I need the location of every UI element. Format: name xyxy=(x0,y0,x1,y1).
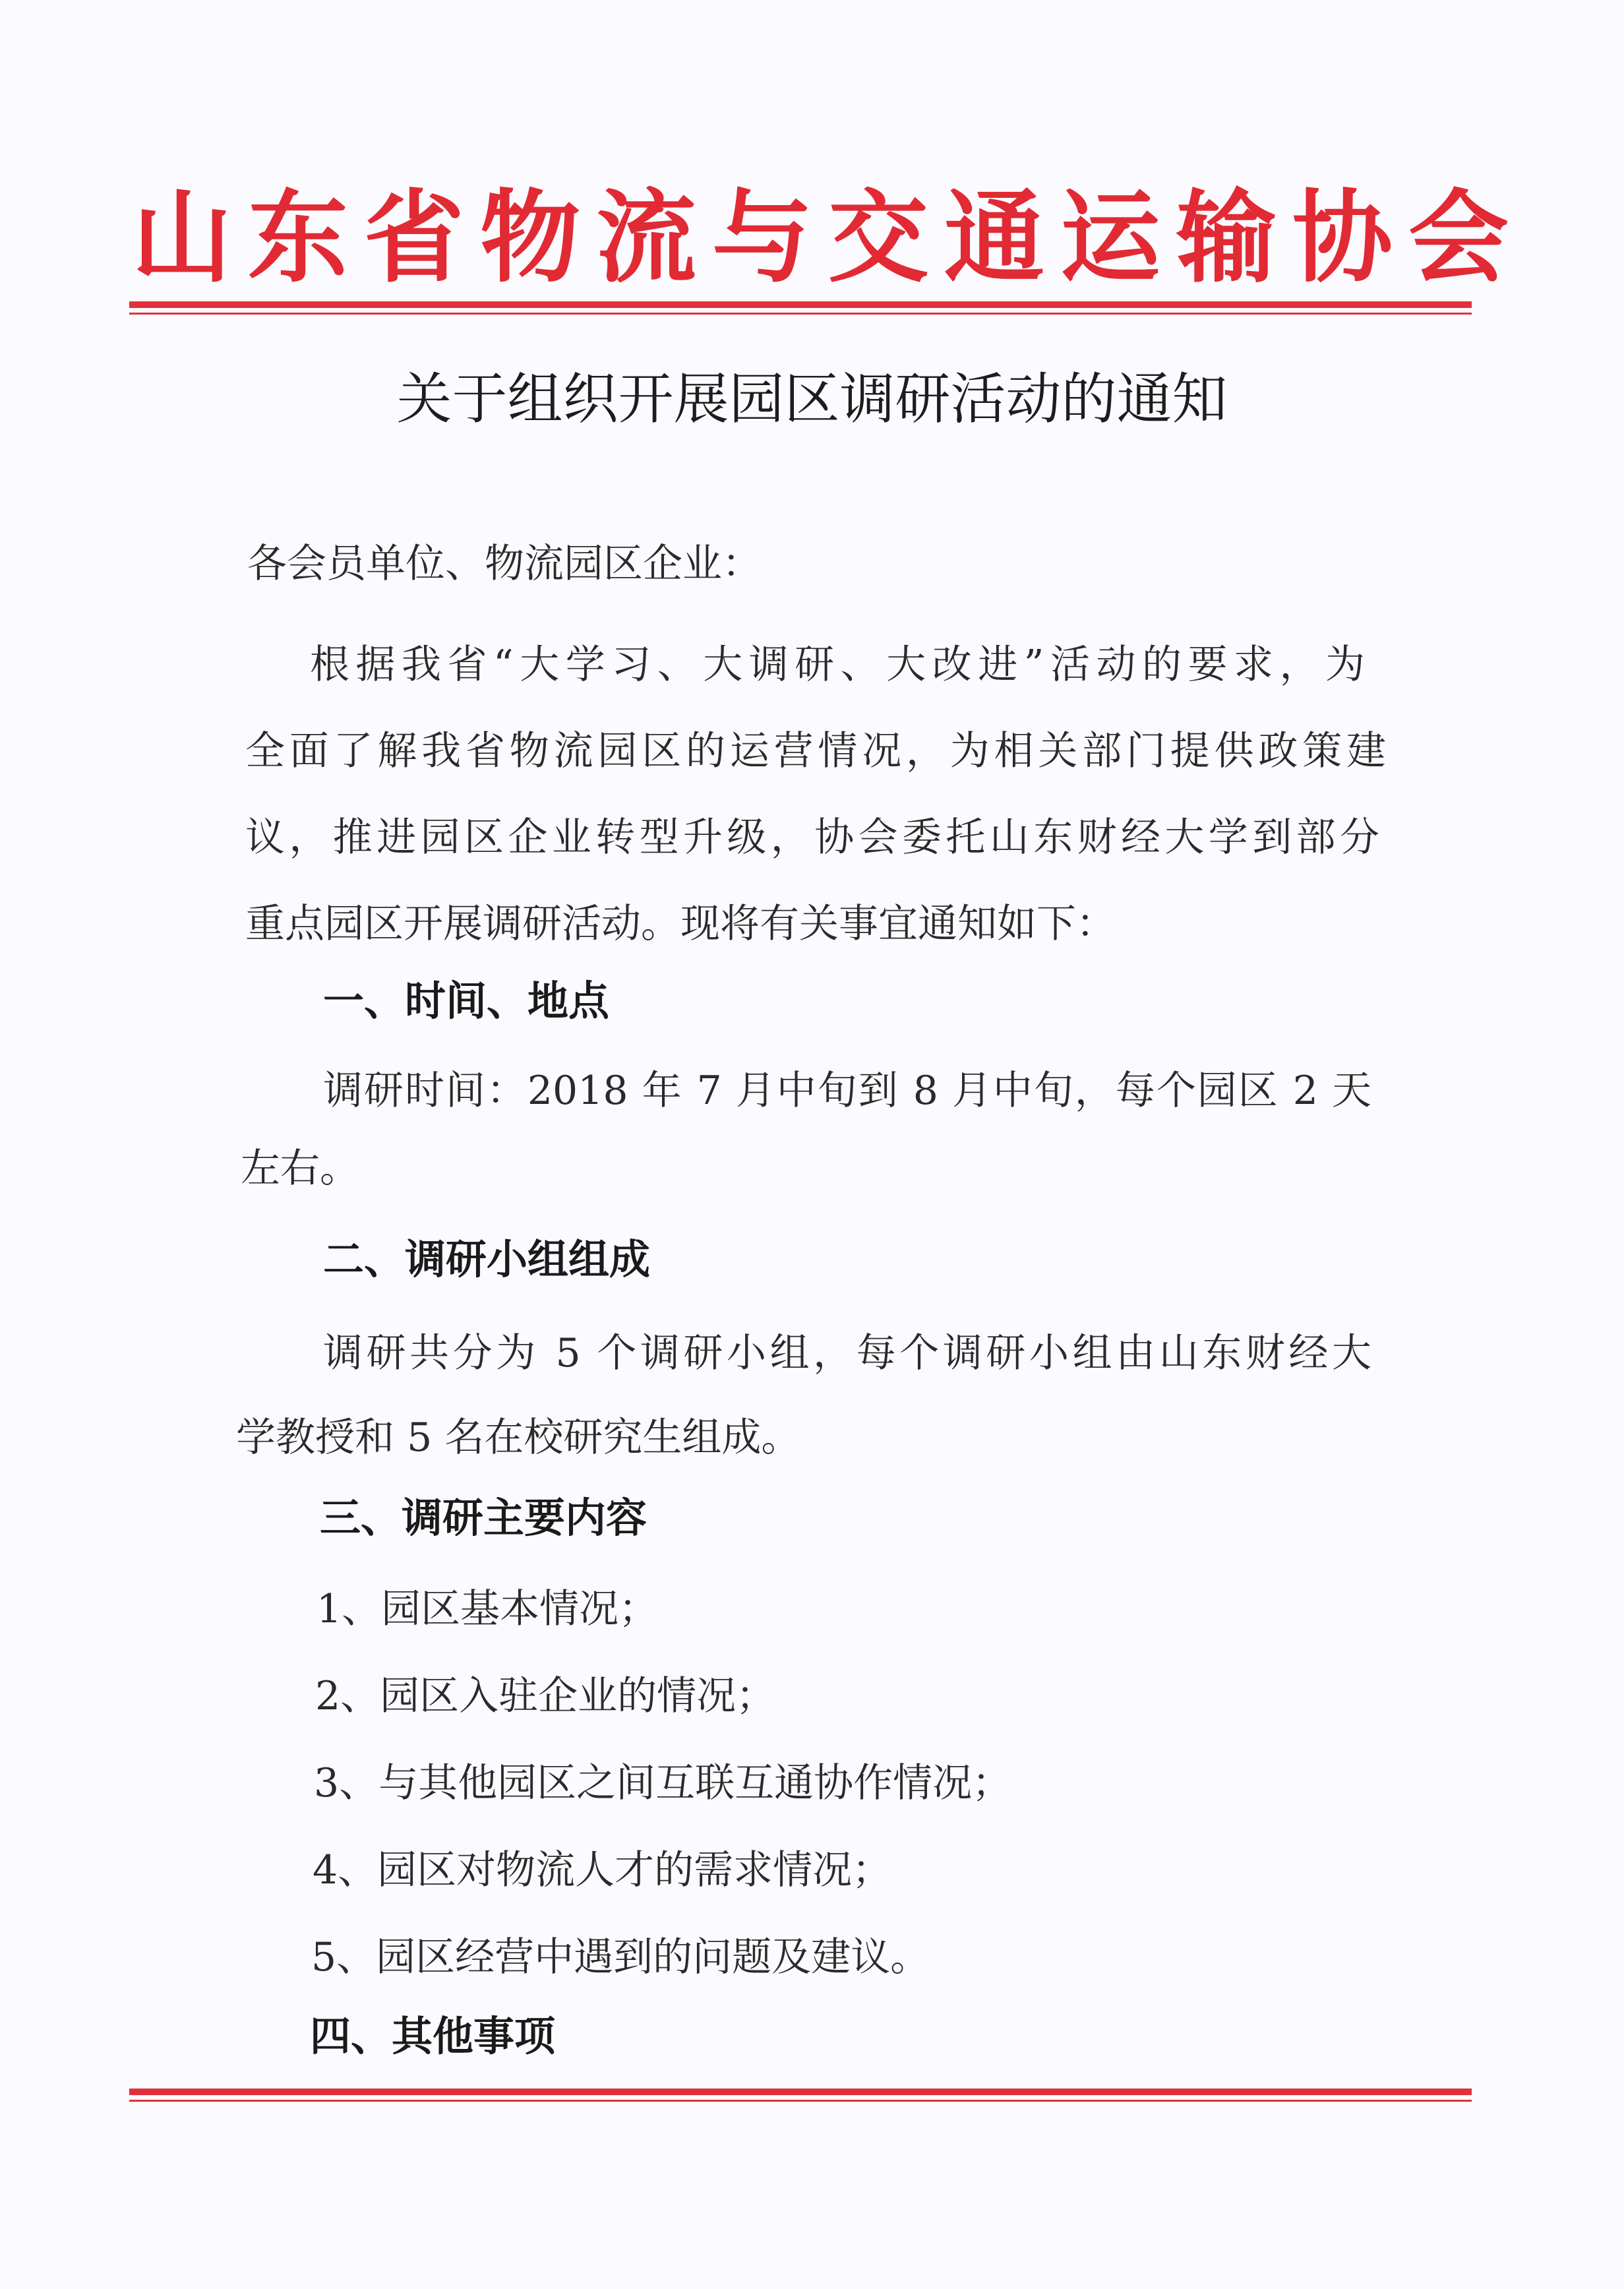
letterhead-organization-name: 山东省物流与交通运输协会 xyxy=(132,178,1524,296)
letterhead-rule-thick xyxy=(129,301,1472,308)
group-line-1: 调研共分为 5 个调研小组，每个调研小组由山东财经大 xyxy=(323,1330,1371,1376)
time-line-2: 左右。 xyxy=(241,1145,359,1192)
content-item-2: 2、园区入驻企业的情况； xyxy=(315,1673,776,1719)
letterhead-rule-thin xyxy=(129,313,1472,315)
time-line-1: 调研时间：2018 年 7 月中旬到 8 月中旬，每个园区 2 天 xyxy=(323,1068,1371,1114)
section-heading-group: 二、调研小组组成 xyxy=(323,1235,651,1283)
group-line-2: 学教授和 5 名在校研究生组成。 xyxy=(236,1415,801,1461)
intro-line-4: 重点园区开展调研活动。现将有关事宜通知如下： xyxy=(245,901,1116,947)
footer-rule-thin xyxy=(129,2100,1472,2102)
section-heading-other: 四、其他事项 xyxy=(310,2012,556,2060)
footer-rule-thick xyxy=(129,2089,1472,2095)
section-heading-content: 三、调研主要内容 xyxy=(320,1494,647,1542)
content-item-5: 5、园区经营中遇到的问题及建议。 xyxy=(311,1934,930,1980)
document-title: 关于组织开展园区调研活动的通知 xyxy=(396,367,1228,431)
salutation: 各会员单位、物流园区企业： xyxy=(247,541,762,587)
content-item-3: 3、与其他园区之间互联互通协作情况； xyxy=(314,1760,1012,1806)
intro-line-1: 根据我省“大学习、大调研、大改进”活动的要求，为 xyxy=(310,642,1365,688)
intro-line-2: 全面了解我省物流园区的运营情况，为相关部门提供政策建 xyxy=(245,728,1386,774)
section-heading-time-place: 一、时间、地点 xyxy=(323,977,610,1025)
content-item-4: 4、园区对物流人才的需求情况； xyxy=(313,1847,892,1893)
content-item-1: 1、园区基本情况； xyxy=(316,1586,659,1632)
intro-line-3: 议，推进园区企业转型升级，协会委托山东财经大学到部分 xyxy=(245,814,1379,861)
